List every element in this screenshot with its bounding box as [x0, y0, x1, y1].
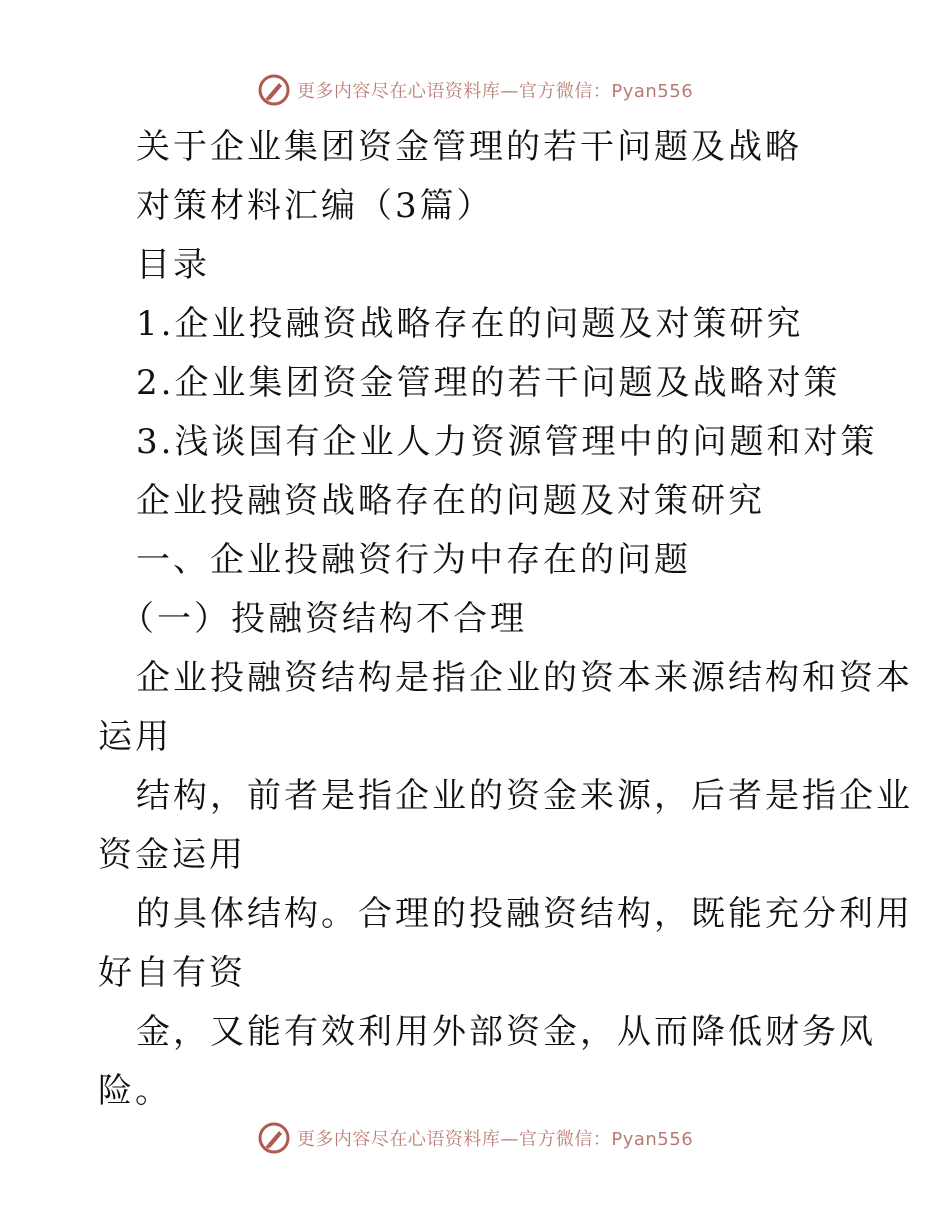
header-watermark	[0, 70, 950, 110]
body-line: 的具体结构。合理的投融资结构，既能充分利用	[136, 894, 913, 934]
section-heading: 一、企业投融资行为中存在的问题	[136, 540, 691, 580]
document-title-line-1: 关于企业集团资金管理的若干问题及战略	[136, 127, 802, 167]
article-title: 企业投融资战略存在的问题及对策研究	[136, 481, 765, 521]
document-title-line-2: 对策材料汇编（3篇）	[136, 186, 494, 226]
pen-seal-icon	[257, 73, 291, 107]
body-line: 运用	[98, 717, 172, 757]
body-line: 企业投融资结构是指企业的资本来源结构和资本	[136, 658, 913, 698]
toc-item-1: 1.企业投融资战略存在的问题及对策研究	[136, 304, 804, 344]
body-line: 资金运用	[98, 835, 246, 875]
document-body	[0, 118, 950, 1121]
body-line: 金，又能有效利用外部资金，从而降低财务风	[136, 1012, 876, 1052]
toc-item-2: 2.企业集团资金管理的若干问题及战略对策	[136, 363, 841, 403]
subsection-heading: （一）投融资结构不合理	[120, 599, 527, 639]
body-line: 结构，前者是指企业的资金来源，后者是指企业	[136, 776, 913, 816]
toc-heading: 目录	[136, 245, 210, 285]
toc-item-3: 3.浅谈国有企业人力资源管理中的问题和对策	[136, 422, 878, 462]
body-line: 险。	[98, 1071, 172, 1111]
footer-watermark	[0, 1118, 950, 1158]
watermark-text: 更多内容尽在心语资料库—官方微信：Pyan556	[296, 1129, 694, 1150]
body-line: 好自有资	[98, 953, 246, 993]
watermark-text: 更多内容尽在心语资料库—官方微信：Pyan556	[296, 81, 694, 102]
pen-seal-icon	[257, 1121, 291, 1155]
